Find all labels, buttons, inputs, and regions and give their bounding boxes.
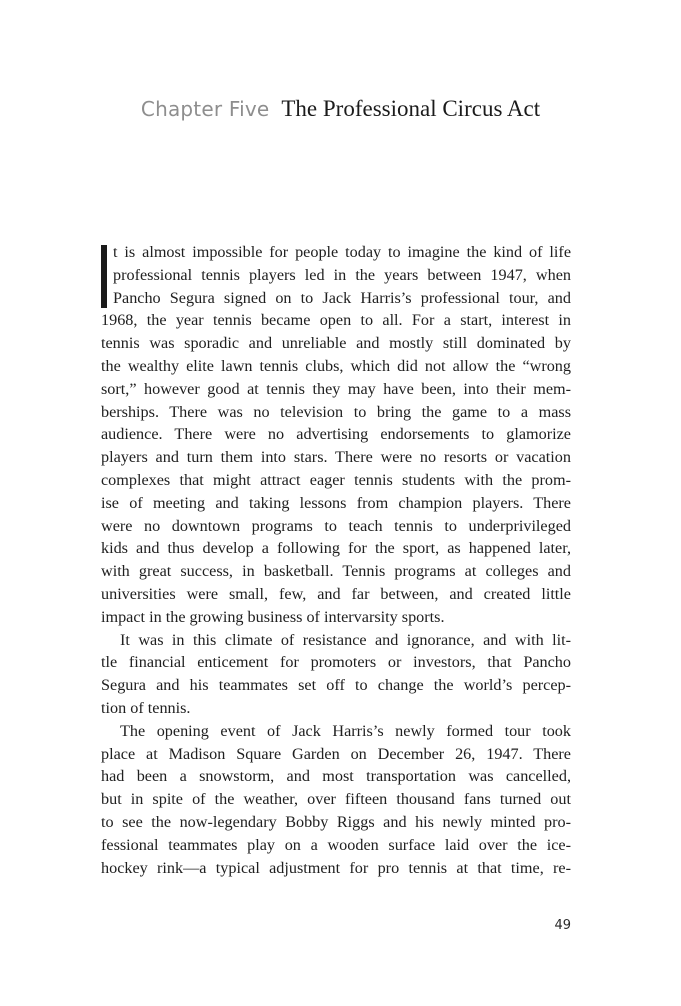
text-line: It was in this climate of resistance and ignorance, and with lit-: [120, 630, 571, 649]
text-line: 1968, the year tennis became open to all. For a start, interest in: [101, 311, 571, 330]
chapter-heading: [0, 96, 681, 122]
paragraph-2: [101, 629, 571, 720]
text-line: professional tennis players led in the years between 1947, when: [113, 265, 571, 284]
text-line: complexes that might attract eager tennis students with the prom-: [101, 470, 571, 489]
text-line: hockey rink—a typical adjustment for pro tennis at that time, re-: [101, 858, 571, 877]
text-line: fessional teammates play on a wooden surface laid over the ice-: [101, 835, 571, 854]
text-line: impact in the growing business of intervarsity sports.: [101, 607, 445, 626]
page-number: 49: [554, 918, 571, 933]
text-line: to see the now-legendary Bobby Riggs and his newly minted pro-: [101, 812, 571, 831]
chapter-label: Chapter Five: [140, 97, 270, 121]
text-line: Pancho Segura signed on to Jack Harris’s professional tour, and: [113, 288, 571, 307]
text-line: kids and thus develop a following for the sport, as happened later,: [101, 539, 571, 558]
chapter-title: The Professional Circus Act: [281, 96, 541, 121]
text-line: with great success, in basketball. Tennis programs at colleges and: [101, 562, 571, 581]
text-line: The opening event of Jack Harris’s newly formed tour took: [120, 721, 571, 740]
text-line: players and turn them into stars. There were no resorts or vacation: [101, 448, 571, 467]
text-line: sort,” however good at tennis they may have been, into their mem-: [101, 379, 571, 398]
text-line: place at Madison Square Garden on December 26, 1947. There: [101, 744, 571, 763]
paragraph-1: [101, 241, 571, 629]
body-text: [101, 241, 571, 879]
text-line: tennis was sporadic and unreliable and mostly still dominated by: [101, 334, 571, 353]
text-line: tion of tennis.: [101, 698, 191, 717]
text-line: universities were small, few, and far between, and created little: [101, 584, 571, 603]
text-line: Segura and his teammates set off to change the world’s percep-: [101, 676, 571, 695]
text-line: had been a snowstorm, and most transportation was cancelled,: [101, 767, 571, 786]
text-line: berships. There was no television to bring the game to a mass: [101, 402, 571, 421]
paragraph-3: [101, 720, 571, 880]
text-line: ise of meeting and taking lessons from champion players. There: [101, 493, 571, 512]
text-line: t is almost impossible for people today to imagine the kind of life: [113, 243, 571, 261]
text-line: tle financial enticement for promoters or investors, that Pancho: [101, 653, 571, 672]
text-line: the wealthy elite lawn tennis clubs, which did not allow the “wrong: [101, 356, 571, 375]
text-line: were no downtown programs to teach tennis to underprivileged: [101, 516, 571, 535]
drop-cap-letter: [101, 245, 107, 308]
text-line: but in spite of the weather, over fifteen thousand fans turned out: [101, 790, 571, 809]
text-line: audience. There were no advertising endorsements to glamorize: [101, 425, 571, 444]
